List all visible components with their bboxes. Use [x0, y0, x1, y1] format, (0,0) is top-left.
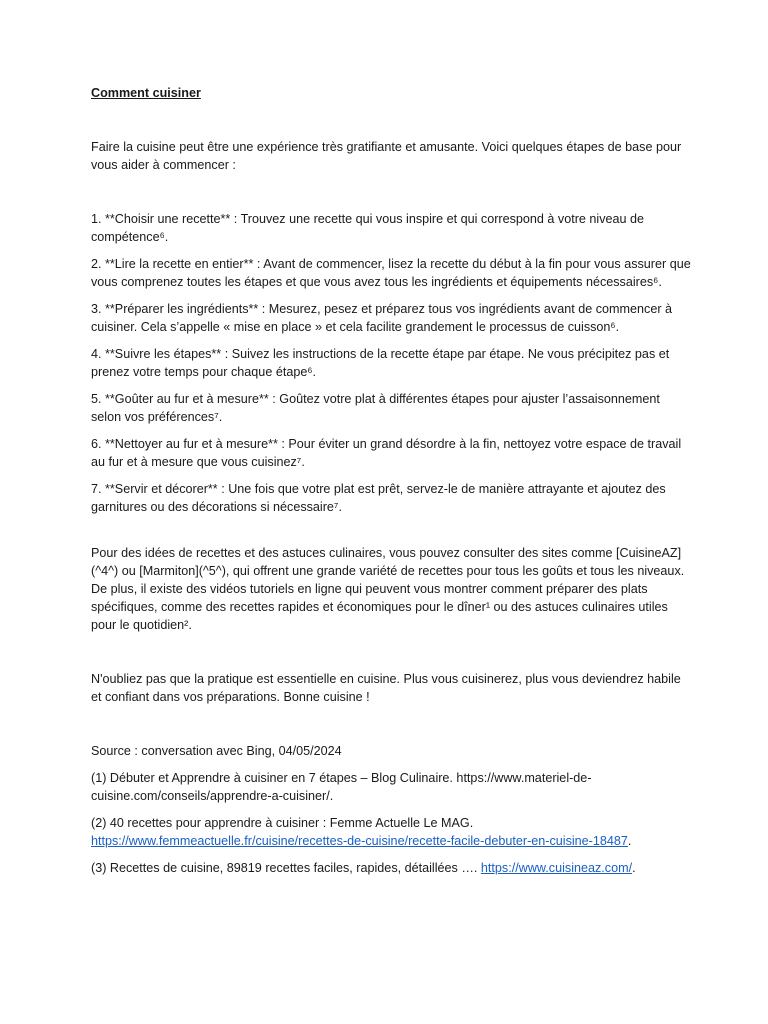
document-page	[91, 84, 691, 877]
step-item-5: 5. **Goûter au fur et à mesure** : Goûtez votre plat à différentes étapes pour ajuster l’assaisonnement selon vos préférences⁷.	[91, 392, 660, 424]
step-item-4: 4. **Suivre les étapes** : Suivez les instructions de la recette étape par étape. Ne vous précipitez pas et prenez votre temps pour chaque étape⁶.	[91, 347, 670, 379]
steps-list	[91, 210, 691, 516]
intro-paragraph: Faire la cuisine peut être une expérience très gratifiante et amusante. Voici quelques étapes de base pour vous aider à commencer :	[91, 140, 682, 172]
source-line: Source : conversation avec Bing, 04/05/2024	[91, 744, 342, 758]
reference-1	[91, 769, 691, 805]
step-item-7: 7. **Servir et décorer** : Une fois que votre plat est prêt, servez-le de manière attrayante et ajoutez des garnitures ou des décorations si nécessaire⁷.	[91, 482, 666, 514]
reference-2-link[interactable]: https://www.femmeactuelle.fr/cuisine/recettes-de-cuisine/recette-facile-debuter-en-cuisine-18487	[91, 834, 628, 848]
reference-2-suffix: .	[627, 834, 632, 848]
reference-3-suffix: .	[632, 861, 636, 875]
reference-3-text: (3) Recettes de cuisine, 89819 recettes faciles, rapides, détaillées ….	[91, 861, 481, 875]
reference-2-text: (2) 40 recettes pour apprendre à cuisiner : Femme Actuelle Le MAG.	[91, 816, 474, 830]
reference-3	[91, 859, 691, 877]
step-item-2: 2. **Lire la recette en entier** : Avant de commencer, lisez la recette du début à la fin pour vous assurer que vous comprenez toutes les étapes et que vous avez tous les ingrédients et équipements nécessaires⁶.	[91, 257, 691, 289]
step-item-3: 3. **Préparer les ingrédients** : Mesurez, pesez et préparez tous vos ingrédients avant de commencer à cuisiner. Cela s’appelle « mise en place » et cela facilite grandement le processus de cuisson⁶.	[91, 302, 673, 334]
reference-1-text: (1) Débuter et Apprendre à cuisiner en 7 étapes – Blog Culinaire. https://www.materiel-de-cuisine.com/conseils/apprendre-a-cuisiner/.	[91, 771, 592, 803]
reference-2	[91, 814, 691, 850]
document-title: Comment cuisiner	[91, 86, 201, 100]
step-item-6: 6. **Nettoyer au fur et à mesure** : Pour éviter un grand désordre à la fin, nettoyez votre espace de travail au fur et à mesure que vous cuisinez⁷.	[91, 437, 682, 469]
ideas-paragraph: Pour des idées de recettes et des astuces culinaires, vous pouvez consulter des sites comme [CuisineAZ](^4^) ou [Marmiton](^5^), qui offrent une grande variété de recettes pour tous les goûts et tous les niveaux. De plus, il existe des vidéos tutoriels en ligne qui peuvent vous montrer comment préparer des plats spécifiques, comme des recettes rapides et économiques pour le dîner¹ ou des astuces culinaires utiles pour le quotidien².	[91, 546, 685, 632]
step-item-1: 1. **Choisir une recette** : Trouvez une recette qui vous inspire et qui correspond à votre niveau de compétence⁶.	[91, 212, 645, 244]
practice-paragraph: N'oubliez pas que la pratique est essentielle en cuisine. Plus vous cuisinerez, plus vous deviendrez habile et confiant dans vos préparations. Bonne cuisine !	[91, 672, 681, 704]
reference-3-link[interactable]: https://www.cuisineaz.com/	[480, 861, 633, 875]
